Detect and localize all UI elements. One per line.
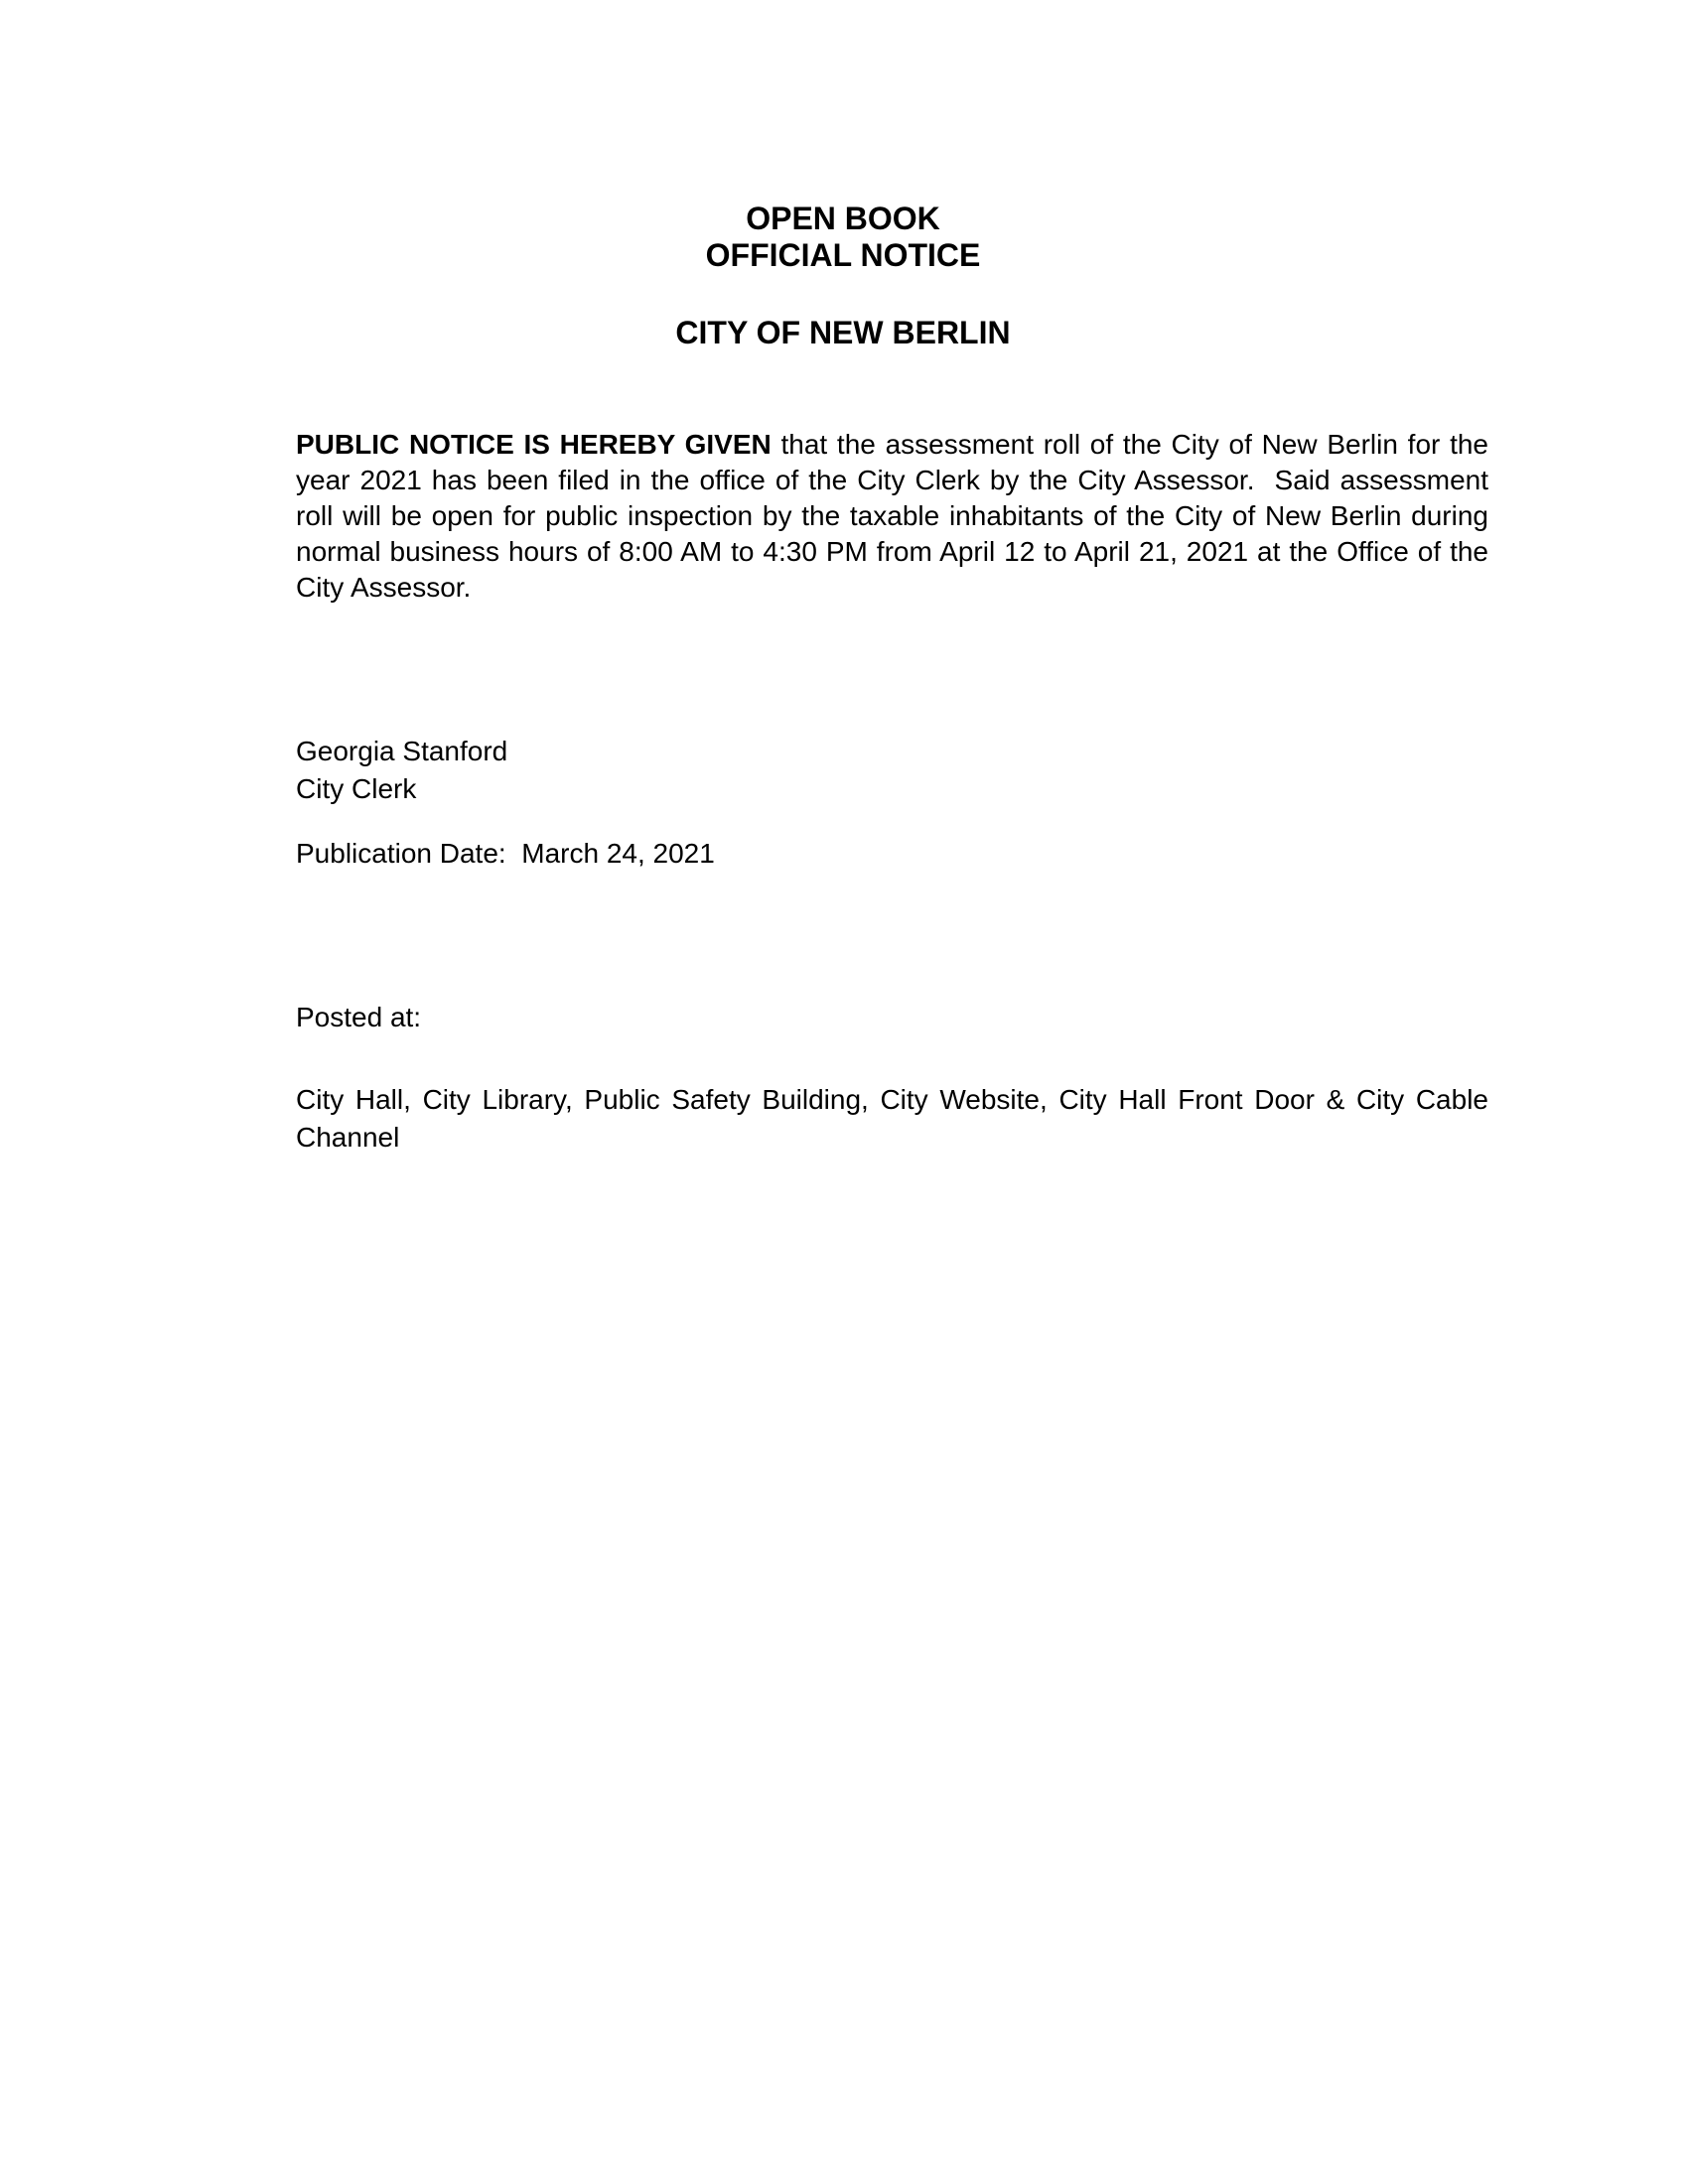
posted-at-label: Posted at: xyxy=(296,1002,422,1032)
signature-block xyxy=(296,733,1488,808)
publication-date-label: Publication Date: xyxy=(296,838,506,869)
heading-open-book: OPEN BOOK xyxy=(746,201,940,236)
publication-date xyxy=(296,836,1488,872)
publication-date-value: March 24, 2021 xyxy=(521,838,715,869)
notice-lead: PUBLIC NOTICE IS HEREBY GIVEN xyxy=(296,429,772,460)
posted-locations: City Hall, City Library, Public Safety Building, City Website, City Hall Front Door & City Cable Channel xyxy=(296,1084,1488,1153)
signatory-name: Georgia Stanford xyxy=(296,736,508,766)
heading-city-name: CITY OF NEW BERLIN xyxy=(675,315,1011,350)
heading-official-notice: OFFICIAL NOTICE xyxy=(705,237,981,273)
municipality-heading xyxy=(0,315,1686,351)
notice-paragraph xyxy=(296,427,1497,606)
signatory-title: City Clerk xyxy=(296,773,417,804)
notice-body: that the assessment roll of the City of New Berlin for the year 2021 has been filed in the office of the City Clerk by the City Assessor. Said assessment roll will be open for public inspection by the taxable inhabitants of the City of New Berlin during normal business hours of 8:00 AM to 4:30 PM from April 12 to April 21, 2021 at the Office of the City Assessor. xyxy=(296,429,1497,603)
notice-heading xyxy=(0,201,1686,274)
